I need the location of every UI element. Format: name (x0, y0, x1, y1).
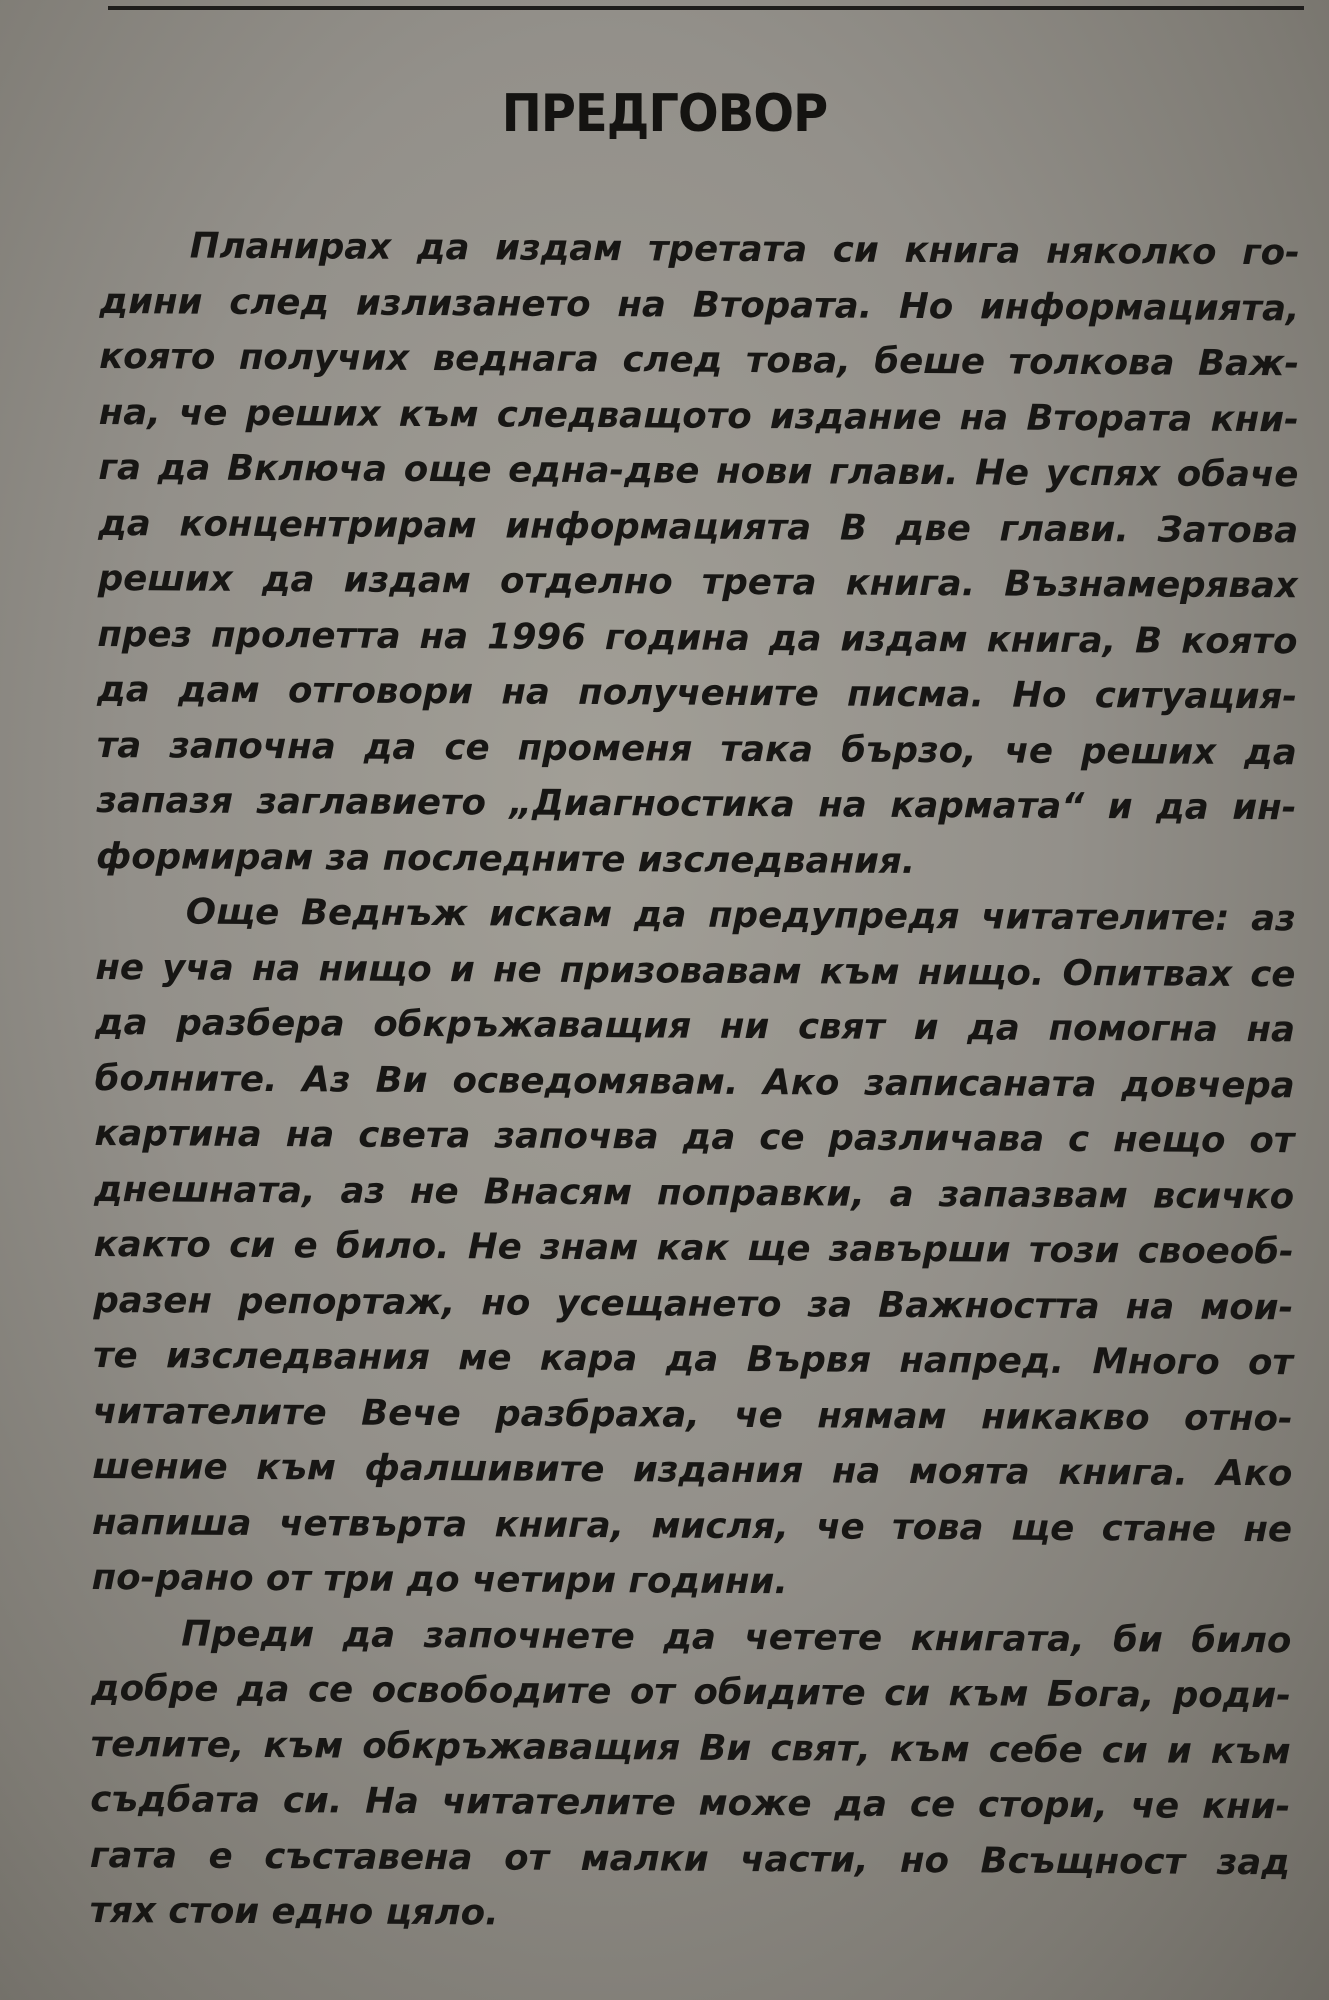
text-line: да дам отговори на получените писма. Но ситуация- (96, 668, 1298, 718)
text-line: днешната, аз не Внасям поправки, а запазвам всичко (93, 1168, 1295, 1217)
paragraph-3 (89, 1605, 1291, 1945)
text-line: телите, към обкръжаващия Ви свят, към себе си и към (90, 1723, 1291, 1772)
text-line: добре да се освободите от обидите си към Бога, роди- (90, 1667, 1292, 1717)
text-line: която получих веднага след това, беше толкова Важ- (99, 335, 1300, 385)
text-line: напиша четвърта книга, мисля, че това ще стане не (91, 1501, 1293, 1550)
paragraph-1 (96, 218, 1300, 891)
text-line: Още Веднъж искам да предупредя читателите: аз (185, 891, 1296, 940)
page-title: ПРЕДГОВОР (501, 84, 828, 144)
text-line: болните. Аз Ви осведомявам. Ако записаната довчера (94, 1057, 1295, 1106)
text-line: картина на света започва да се различава с нещо от (94, 1112, 1295, 1162)
text-line: дини след излизането на Втората. Но информацията, (99, 280, 1300, 329)
text-line: запазя заглавието „Диагностика на кармата“ и да ин- (96, 779, 1297, 829)
text-line: на, че реших към следващото издание на Втората кни- (98, 391, 1299, 440)
body-text (89, 218, 1299, 1946)
text-line: та започна да се променя така бързо, че реших да (96, 724, 1297, 773)
text-line: както си е било. Не знам как ще завърши този своеоб- (93, 1223, 1294, 1273)
top-rule-divider (108, 6, 1304, 10)
text-line: Преди да започнете да четете книгата, би било (181, 1613, 1292, 1661)
text-line: те изследвания ме кара да Вървя напред. Много от (92, 1334, 1294, 1384)
text-line: шение към фалшивите издания на моята книга. Ако (92, 1445, 1293, 1495)
text-line: Планирах да издам третата си книга няколко го- (189, 225, 1300, 274)
text-line: съдбата си. На читателите може да се стори, че кни- (90, 1778, 1291, 1828)
text-line: гата е съставена от малки части, но Всъщност зад (89, 1834, 1291, 1883)
paragraph-2 (92, 884, 1296, 1613)
text-line: формирам за последните изследвания. (95, 835, 916, 882)
text-line: тях стои едно цяло. (89, 1889, 499, 1934)
text-line: да концентрирам информацията В две глави. Затова (98, 502, 1299, 551)
text-line: по-рано от три до четири години. (91, 1556, 788, 1603)
text-line: га да Включа още една-две нови глави. Не успях обаче (98, 446, 1299, 496)
text-line: читателите Вече разбраха, че нямам никакво отно- (92, 1390, 1293, 1439)
text-line: да разбера обкръжаващия ни свят и да помогна на (94, 1001, 1296, 1051)
text-line: разен репортаж, но усещането за Важността на мои- (93, 1279, 1294, 1328)
text-line: през пролетта на 1996 година да издам книга, В която (97, 613, 1298, 662)
text-line: реших да издам отделно трета книга. Възнамерявах (97, 557, 1298, 607)
text-line: не уча на нищо и не призовавам към нищо. Опитвах се (95, 946, 1296, 995)
